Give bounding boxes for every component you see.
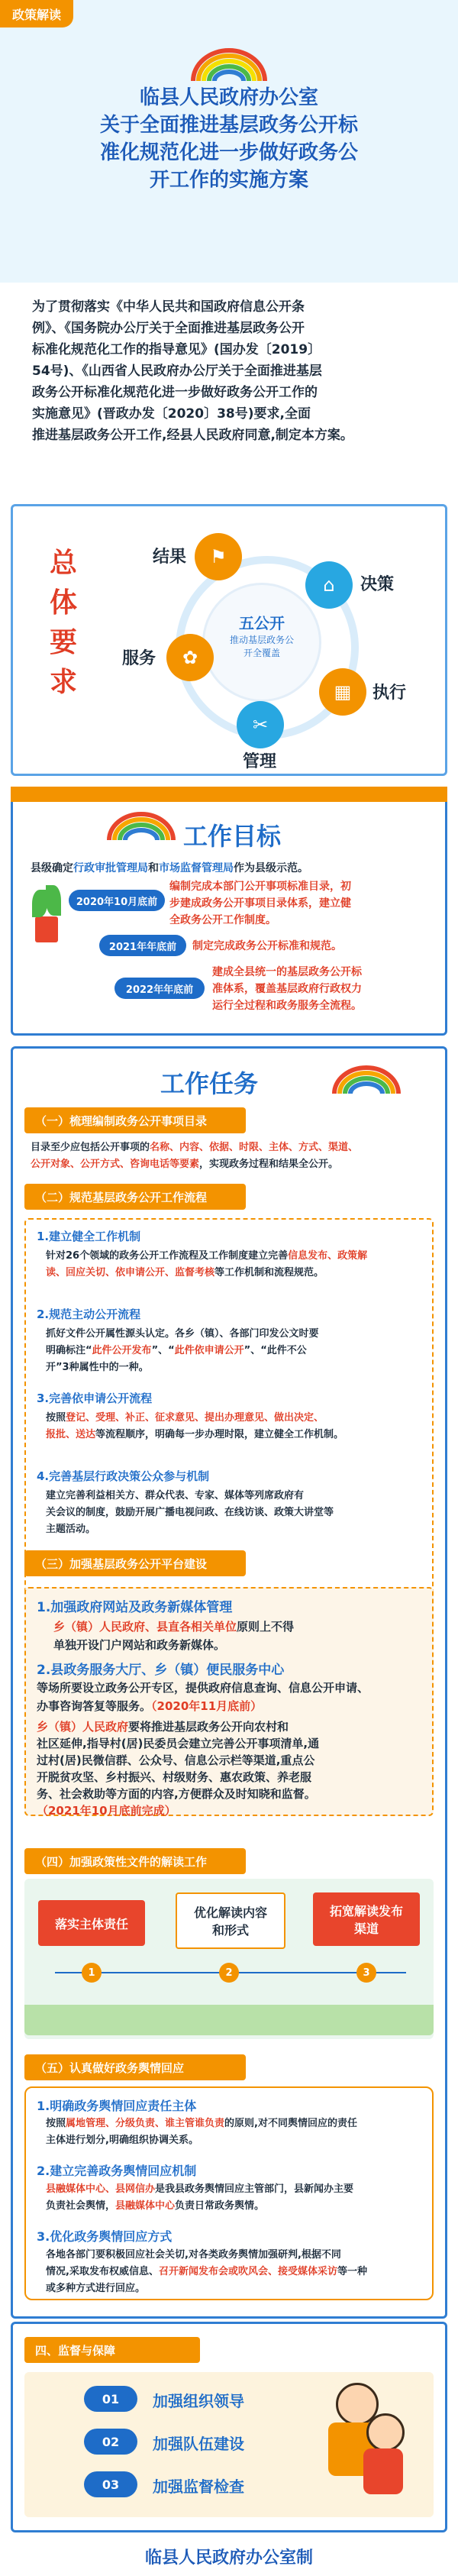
node-label-service: 服务 [122,649,156,668]
t-text: 过村(居)民微信群、公众号、信息公示栏等渠道,重点公 [37,1753,315,1767]
guarantee-label: 加强监督检查 [153,2477,244,2496]
tasks-section [0,1046,458,2322]
t-text: 开脱贫攻坚、乡村振兴、村级财务、惠农政策、养老服 [37,1770,312,1784]
title-line: 开工作的实施方案 [149,169,308,192]
interpret-num: 2 [219,1963,239,1983]
task5-r1-title: 1.明确政务舆情回应责任主体 [37,2099,197,2113]
t-text: 目录至少应包括公开事项的 [31,1142,150,1153]
t-text: 或多种方式进行回应。 [46,2283,146,2294]
tools-icon: ✂ [252,714,269,735]
goal-date-2020: 2020年10月底前 [69,890,165,911]
flag-icon: ⚑ [210,546,227,567]
t-highlight: 属地管理、分级负责、谁主管谁负责 [66,2118,225,2129]
goal-lead-text: 作为县级示范。 [234,862,308,874]
intro-line: 推进基层政务公开工作,经县人民政府同意,制定本方案。 [32,428,353,443]
t-highlight: 读、回应关切、依申请公开、监督考核 [46,1267,215,1278]
task2-sub1: 1.建立健全工作机制 [37,1230,141,1243]
task5-r3-title: 3.优化政务舆情回应方式 [37,2229,173,2244]
t-text: 主体进行划分,明确组织协调关系。 [46,2135,198,2146]
goal-section [0,787,458,1046]
policy-tag: 政策解读 [0,0,73,27]
t-highlight: 此件依申请公开 [174,1345,244,1356]
t-text: 按照 [46,1412,66,1424]
task2-sub3: 3.完善依申请公开流程 [37,1391,153,1405]
task2-sub1-text [46,1248,427,1282]
t-text: 负责社会舆情， [46,2200,116,2212]
task3-p2-text [37,1679,426,1715]
execute-node [319,668,366,716]
task2-sub2-text [46,1326,427,1376]
t-highlight: 乡（镇）人民政府 [37,1720,129,1734]
goal-text-2020 [169,878,351,929]
intro-line: 54号)、《山西省人民政府办公厅关于全面推进基层 [32,364,322,379]
goal-lead-highlight: 行政审批管理局 [73,862,148,874]
goal-lead-text: 县级确定 [31,862,73,874]
task2-sub4-text [46,1488,427,1538]
goal-date-2022: 2022年年底前 [114,978,205,999]
t-text: 关会议的制度，鼓励开展广播电视问政、在线访谈、政策大讲堂等 [46,1507,334,1518]
guarantee-label: 加强队伍建设 [153,2435,244,2453]
overall-title [44,544,82,703]
goal-text-line: 步建成政务公开事项目录体系，建立健 [169,897,351,910]
service-icon: ✿ [182,647,198,668]
intro-line: 实施意见》(晋政办发〔2020〕38号)要求,全面 [32,406,311,422]
basket-icon: ⌂ [323,574,335,596]
t-text: 的原则,对不同舆情回应的责任 [224,2118,357,2129]
tasks-title: 工作任务 [160,1069,259,1098]
overall-section [0,496,458,787]
header-section [0,0,458,283]
t-highlight: 县融媒体中心、县网信办 [46,2183,156,2195]
overall-title-char: 求 [49,667,77,698]
t-text: ”、“此件不公 [244,1345,307,1356]
manage-node [237,701,284,748]
goal-text-line: 建成全县统一的基层政务公开标 [212,966,362,978]
goal-text-2022 [212,964,362,1014]
task1-bar: （一）梳理编制政务公开事项目录 [24,1107,246,1133]
center-title: 五公开 [239,614,285,632]
task2-sub4: 4.完善基层行政决策公众参与机制 [37,1469,210,1483]
task3-p2-title: 2.县政务服务大厅、乡（镇）便民服务中心 [37,1663,285,1678]
t-text: 主题活动。 [46,1524,96,1535]
t-text: 等工作机制和流程规范。 [214,1267,324,1278]
t-text: 原则上不得 [237,1620,295,1634]
task1-text [31,1139,427,1173]
t-highlight: 信息发布、政策解 [288,1250,368,1262]
t-text: 单独开设门户网站和政务新媒体。 [53,1638,226,1652]
t-highlight: （2020年11月底前） [151,1699,263,1713]
t-text: 各地各部门要积极回应社会关切,对各类政务舆情加强研判,根据不同 [46,2249,341,2261]
t-highlight: 乡（镇）人民政府、县直各相关单位 [53,1620,237,1634]
t-text: 负责日常政务舆情。 [175,2200,265,2212]
t-text: 情况,采取发布权威信息、 [46,2266,159,2277]
kids-illustration [321,2383,405,2505]
goal-lead [31,860,308,875]
t-highlight: 此件公开发布 [92,1345,152,1356]
task5-r3-text [46,2247,427,2297]
title-line: 准化规范化进一步做好政务公 [99,141,358,164]
task2-sub3-text [46,1410,427,1443]
title-line: 关于全面推进基层政务公开标 [99,114,358,137]
task5-r2-title: 2.建立完善政务舆情回应机制 [37,2164,197,2178]
goal-text-line: 编制完成本部门公开事项标准目录，初 [169,881,351,893]
task3-p1-text [53,1618,420,1654]
t-text: 按照 [46,2118,66,2129]
t-text: ”、“ [151,1345,175,1356]
overall-title-char: 要 [49,627,77,658]
goal-lead-text: 和 [148,862,159,874]
interpret-card-channel: 拓宽解读发布 渠道 [313,1892,420,1946]
goal-plant-icon [31,882,63,943]
t-text: 开”3种属性中的一种。 [46,1362,149,1373]
t-highlight: 登记、受理、补正、征求意见、提出办理意见、做出决定、 [66,1412,324,1424]
goal-text-line: 准体系，覆盖基层政府行政权力 [212,983,362,995]
t-text: 等场所要设立政务公开专区，提供政府信息查询、信息公开申请、 [37,1681,369,1695]
t-text: 办事咨询答复等服务。 [37,1699,152,1713]
task5-r2-text [46,2181,427,2215]
t-text: 是我县政务舆情回应主管部门，县新闻办主要 [155,2183,354,2195]
task5-bar: （五）认真做好政务舆情回应 [24,2054,246,2080]
task4-bar: （四）加强政策性文件的解读工作 [24,1848,246,1874]
interpret-card-content: 优化解读内容 和形式 [176,1892,285,1949]
task3-p3-text [37,1718,426,1802]
overall-title-char: 体 [49,587,77,619]
task3-p1-title: 1.加强政府网站及政务新媒体管理 [37,1600,233,1615]
footer-text: 临县人民政府办公室制 [144,2549,313,2568]
rainbow-icon [328,1062,405,1095]
guarantee-bar: 四、监督与保障 [24,2337,200,2363]
intro-text [0,283,458,446]
node-label-decision: 决策 [360,575,395,594]
center-text [202,611,321,659]
center-sub: 推动基层政务公 [229,635,294,645]
t-highlight: 名称、内容、依据、时限、主体、方式、渠道、 [150,1142,359,1153]
interpret-num: 3 [356,1963,376,1983]
rainbow-icon [103,808,179,842]
service-node [166,634,214,681]
node-label-result: 结果 [153,548,187,567]
main-title [0,84,458,194]
intro-line: 为了贯彻落实《中华人民共和国政府信息公开条 [32,299,305,315]
intro-line: 政务公开标准化规范化进一步做好政务公开工作的 [32,385,318,400]
guarantee-num: 03 [84,2471,137,2497]
t-text: 等流程顺序，明确每一步办理时限，建立健全工作机制。 [95,1429,344,1440]
intro-line: 例》、《国务院办公厅关于全面推进基层政务公开 [32,321,305,336]
intro-line: 标准化规范化工作的指导意见》(国办发〔2019〕 [32,342,321,357]
t-text: ，实现政务过程和结果全公开。 [199,1159,339,1170]
title-line: 临县人民政府办公室 [139,86,318,109]
guarantee-num: 02 [84,2429,137,2455]
task5-r1-text [46,2115,427,2149]
guarantee-num: 01 [84,2386,137,2412]
overall-title-char: 总 [49,548,77,579]
center-sub: 开全覆盖 [243,648,280,658]
result-node [195,533,242,580]
goal-date-2021: 2021年年底前 [99,935,186,956]
guarantee-label: 加强组织领导 [153,2392,244,2410]
t-text: 社区延伸,指导村(居)民委员会建立完善公开事项清单,通 [37,1737,320,1750]
decision-node [305,561,353,609]
intro-section [0,283,458,496]
chart-icon: ▦ [334,681,352,703]
t-highlight: 召开新闻发布会或吹风会、接受媒体采访 [158,2266,337,2277]
goal-text-line: 全政务公开工作制度。 [169,914,276,926]
node-label-execute: 执行 [373,684,407,703]
guarantee-section [0,2322,458,2576]
interpret-num: 1 [82,1963,102,1983]
t-highlight: 县融媒体中心 [115,2200,176,2212]
goal-topbar [11,787,447,802]
t-highlight: 报批、送达 [46,1429,96,1440]
t-text: 针对26个领域的政务公开工作流程及工作制度建立完善 [46,1250,289,1262]
task2-bar: （二）规范基层政务公开工作流程 [24,1184,246,1210]
t-highlight: 公开对象、公开方式、咨询电话等要素 [31,1159,200,1170]
t-text: 等一种 [337,2266,367,2277]
grass-decoration [24,2005,434,2035]
goal-title: 工作目标 [183,822,282,851]
task3-bar: （三）加强基层政务公开平台建设 [24,1550,246,1576]
t-text: 明确标注“ [46,1345,92,1356]
goal-text-line: 运行全过程和政务服务全流程。 [212,1000,362,1012]
interpret-card-responsibility: 落实主体责任 [38,1900,145,1946]
t-text: 建立完善利益相关方、群众代表、专家、媒体等列席政府有 [46,1490,305,1501]
goal-lead-highlight: 市场监督管理局 [159,862,234,874]
goal-text-2021: 制定完成政务公开标准和规范。 [192,940,342,952]
task2-sub2: 2.规范主动公开流程 [37,1307,141,1321]
t-text: 要将推进基层政务公开向农村和 [128,1720,289,1734]
t-text: 抓好文件公开属性源头认定。各乡（镇）、各部门印发公文时要 [46,1328,319,1340]
t-text: 务、社会救助等方面的内容,方便群众及时知晓和监督。 [37,1787,316,1801]
node-label-manage: 管理 [243,752,277,771]
task3-deadline: （2021年10月底前完成） [37,1804,176,1818]
rainbow-icon [187,44,271,82]
